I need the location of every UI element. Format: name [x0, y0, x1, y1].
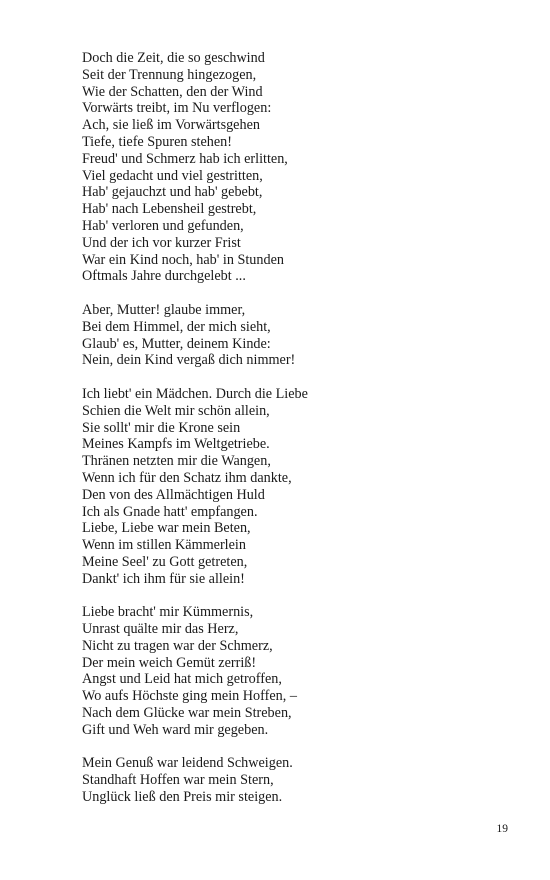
poem-line: Und der ich vor kurzer Frist [82, 234, 241, 251]
poem-line: Hab' gejauchzt und hab' gebebt, [82, 184, 263, 201]
poem-line: Unrast quälte mir das Herz, [82, 621, 239, 638]
poem-line: Glaub' es, Mutter, deinem Kinde: [82, 335, 271, 352]
poem-line: Hab' nach Lebensheil gestrebt, [82, 201, 257, 218]
poem-line: Bei dem Himmel, der mich sieht, [82, 318, 271, 335]
stanza [82, 50, 502, 285]
poem-text [82, 50, 502, 806]
poem-line: Tiefe, tiefe Spuren stehen! [82, 133, 232, 150]
poem-line: Ich als Gnade hatt' empfangen. [82, 503, 258, 520]
poem-line: Meines Kampfs im Weltgetriebe. [82, 436, 270, 453]
poem-line: Doch die Zeit, die so geschwind [82, 50, 265, 66]
poem-line: Dankt' ich ihm für sie allein! [82, 570, 245, 587]
poem-line: Liebe, Liebe war mein Beten, [82, 520, 251, 537]
poem-line: Hab' verloren und gefunden, [82, 217, 244, 234]
poem-line: Nach dem Glücke war mein Streben, [82, 705, 292, 722]
poem-line: Thränen netzten mir die Wangen, [82, 453, 271, 470]
page-number: 19 [496, 823, 508, 835]
poem-line: Gift und Weh ward mir gegeben. [82, 721, 269, 738]
poem-line: Angst und Leid hat mich getroffen, [82, 671, 282, 688]
poem-line: Nein, dein Kind vergaß dich nimmer! [82, 352, 296, 369]
poem-line: Viel gedacht und viel gestritten, [82, 167, 263, 184]
stanza [82, 604, 502, 738]
poem-line: Freud' und Schmerz hab ich erlitten, [82, 150, 288, 167]
poem-line: Oftmals Jahre durchgelebt ... [82, 268, 246, 285]
poem-line: War ein Kind noch, hab' in Stunden [82, 251, 284, 268]
poem-line: Wenn im stillen Kämmerlein [82, 537, 246, 554]
poem-line: Wenn ich für den Schatz ihm dankte, [82, 469, 292, 486]
stanza [82, 386, 502, 588]
poem-line: Schien die Welt mir schön allein, [82, 402, 270, 419]
poem-line: Wo aufs Höchste ging mein Hoffen, – [82, 688, 297, 705]
poem-line: Meine Seel' zu Gott getreten, [82, 553, 248, 570]
stanza [82, 755, 502, 805]
poem-line: Aber, Mutter! glaube immer, [82, 301, 246, 318]
poem-line: Der mein weich Gemüt zerriß! [82, 654, 257, 671]
poem-line: Ich liebt' ein Mädchen. Durch die Liebe [82, 385, 308, 402]
poem-line: Den von des Allmächtigen Huld [82, 486, 265, 503]
poem-line: Nicht zu tragen war der Schmerz, [82, 637, 273, 654]
poem-line: Ach, sie ließ im Vorwärtsgehen [82, 117, 260, 134]
poem-line: Vorwärts treibt, im Nu verflogen: [82, 100, 272, 117]
poem-line: Seit der Trennung hingezogen, [82, 66, 257, 83]
poem-line: Liebe bracht' mir Kümmernis, [82, 604, 254, 621]
stanza [82, 302, 502, 369]
poem-line: Mein Genuß war leidend Schweigen. [82, 755, 293, 772]
poem-line: Standhaft Hoffen war mein Stern, [82, 772, 274, 789]
poem-line: Unglück ließ den Preis mir steigen. [82, 789, 283, 806]
poem-line: Wie der Schatten, den der Wind [82, 83, 263, 100]
poem-line: Sie sollt' mir die Krone sein [82, 419, 241, 436]
